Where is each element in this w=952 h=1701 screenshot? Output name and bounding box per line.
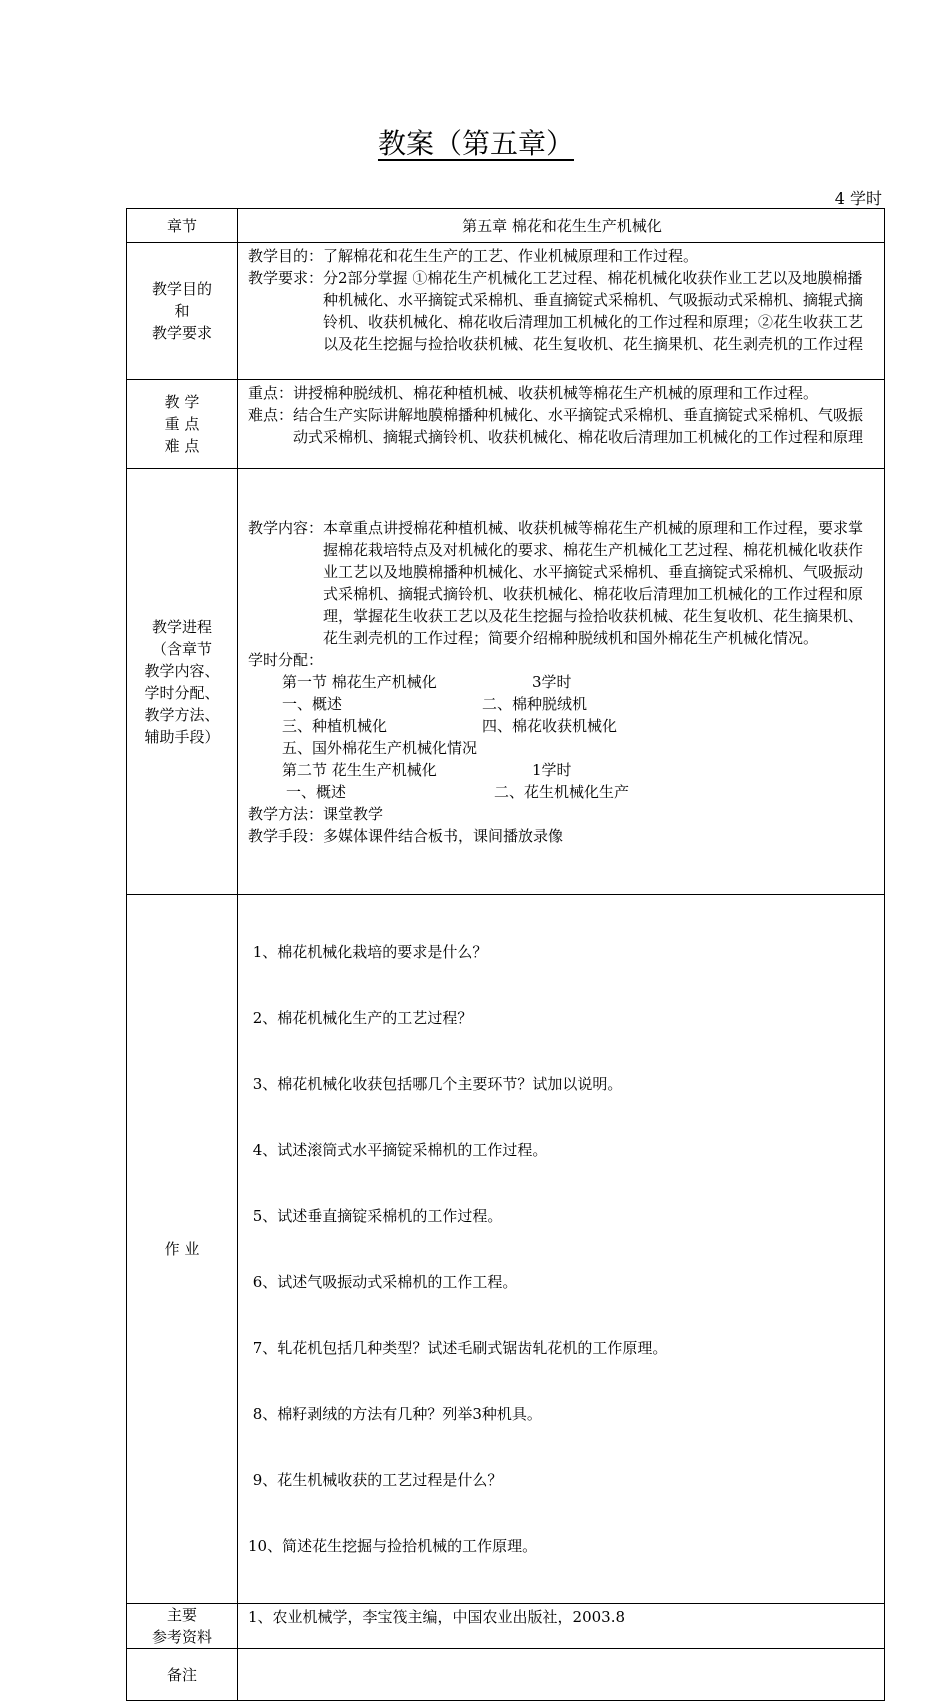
purpose-line xyxy=(248,245,876,267)
teaching-content-line xyxy=(248,517,876,649)
label-line: 参考资料 xyxy=(151,1628,212,1646)
label-notes: 备注 xyxy=(127,1649,238,1701)
key-point-key: 重点： xyxy=(248,384,294,402)
label-chapter: 章节 xyxy=(127,209,238,243)
chapter-value: 第五章 棉花和花生生产机械化 xyxy=(238,209,885,243)
label-references xyxy=(127,1604,238,1649)
label-line: 辅助手段） xyxy=(144,727,220,746)
homework-item: 5、试述垂直摘锭采棉机的工作过程。 xyxy=(248,1207,503,1225)
section2-items xyxy=(248,781,876,803)
homework-item: 1、棉花机械化栽培的要求是什么？ xyxy=(248,943,488,961)
lesson-plan-table xyxy=(126,208,885,1701)
row-references xyxy=(127,1604,885,1649)
outline-item: 二、棉种脱绒机 xyxy=(482,694,588,713)
difficult-point-text: 结合生产实际讲解地膜棉播种机械化、水平摘锭式采棉机、垂直摘锭式采棉机、气吸振动式采棉机、摘辊式摘铃机、收获机械化、棉花收后清理加工机械化的工作过程和原理 xyxy=(293,406,864,446)
label-line: 教学进程 xyxy=(151,617,212,636)
section1-items-2 xyxy=(248,715,876,737)
purpose-text: 了解棉花和花生生产的工艺、作业机械原理和工作过程。 xyxy=(323,247,699,265)
objectives-content xyxy=(238,243,885,380)
row-focus xyxy=(127,380,885,469)
purpose-key: 教学目的： xyxy=(248,247,324,265)
row-objectives xyxy=(127,243,885,380)
teaching-means: 教学手段：多媒体课件结合板书，课间播放录像 xyxy=(248,826,564,845)
label-objectives xyxy=(127,243,238,380)
difficult-point-line xyxy=(248,404,876,448)
teaching-method: 教学方法：课堂教学 xyxy=(248,804,384,823)
key-point-text: 讲授棉种脱绒机、棉花种植机械、收获机械等棉花生产机械的原理和工作过程。 xyxy=(293,384,819,402)
label-line: 教学方法、 xyxy=(144,705,220,724)
difficult-point-key: 难点： xyxy=(248,406,294,424)
requirement-line xyxy=(248,267,876,355)
label-line: 教 学 xyxy=(164,393,200,411)
references-value: 1、农业机械学，李宝筏主编，中国农业出版社，2003.8 xyxy=(238,1604,885,1649)
section2-hours: 1学时 xyxy=(532,760,572,779)
allocation-title: 学时分配： xyxy=(248,650,324,669)
outline-item: 四、棉花收获机械化 xyxy=(482,716,618,735)
label-line: 学时分配、 xyxy=(144,683,220,702)
outline-item: 三、种植机械化 xyxy=(282,716,388,735)
label-homework: 作 业 xyxy=(127,895,238,1604)
page-title xyxy=(0,122,952,162)
outline-item: 一、概述 xyxy=(282,694,343,713)
homework-item: 8、棉籽剥绒的方法有几种？列举3种机具。 xyxy=(248,1405,542,1423)
homework-item: 4、试述滚筒式水平摘锭采棉机的工作过程。 xyxy=(248,1141,548,1159)
row-notes xyxy=(127,1649,885,1701)
requirement-text: 分2部分掌握 ①棉花生产机械化工艺过程、棉花机械化收获作业工艺以及地膜棉播种机械化、水平摘锭式采棉机、垂直摘锭式采棉机、气吸振动式采棉机、摘辊式摘铃机、收获机械化、棉花收后清理加工机械化的工作过程和原理；②花生收获工艺以及花生挖掘与捡拾收获机械、花生复收机、花生摘果机、花生剥壳机的工作过程 xyxy=(323,269,864,353)
section1-items-1 xyxy=(248,693,876,715)
homework-item: 3、棉花机械化收获包括哪几个主要环节？试加以说明。 xyxy=(248,1075,623,1093)
section1-line xyxy=(248,671,876,693)
homework-item: 2、棉花机械化生产的工艺过程？ xyxy=(248,1009,473,1027)
label-line: 难 点 xyxy=(164,437,200,455)
process-content xyxy=(238,469,885,895)
label-process xyxy=(127,469,238,895)
label-line: 重 点 xyxy=(164,415,200,433)
section1-hours: 3学时 xyxy=(532,672,572,691)
label-focus xyxy=(127,380,238,469)
teaching-content-text: 本章重点讲授棉花种植机械、收获机械等棉花生产机械的原理和工作过程，要求掌握棉花栽培特点及对机械化的要求、棉花生产机械化工艺过程、棉花机械化收获作业工艺以及地膜棉播种机械化、水平摘锭式采棉机、垂直摘锭式采棉机、气吸振动式采棉机、摘辊式摘铃机、收获机械化、棉花收后清理加工机械化的工作过程和原理，掌握花生收获工艺以及花生挖掘与捡拾收获机械、花生复收机、花生摘果机、花生剥壳机的工作过程；简要介绍棉种脱绒机和国外棉花生产机械化情况。 xyxy=(323,518,864,647)
label-line: 主要 xyxy=(166,1606,197,1624)
focus-content xyxy=(238,380,885,469)
section2-title: 第二节 花生生产机械化 xyxy=(282,760,437,779)
label-line: 教学内容、 xyxy=(144,661,220,680)
row-homework xyxy=(127,895,885,1604)
label-line: 和 xyxy=(174,302,190,320)
notes-value xyxy=(238,1649,885,1701)
key-point-line xyxy=(248,382,876,404)
label-line: 教学要求 xyxy=(151,324,212,342)
outline-item: 五、国外棉花生产机械化情况 xyxy=(282,738,478,757)
teaching-content-key: 教学内容： xyxy=(248,518,324,537)
homework-item: 10、简述花生挖掘与捡拾机械的工作原理。 xyxy=(248,1537,538,1555)
section2-line xyxy=(248,759,876,781)
homework-item: 7、轧花机包括几种类型？试述毛刷式锯齿轧花机的工作原理。 xyxy=(248,1339,668,1357)
title-text: 教案（第五章） xyxy=(377,127,574,160)
section1-title: 第一节 棉花生产机械化 xyxy=(282,672,437,691)
outline-item: 二、花生机械化生产 xyxy=(494,782,630,801)
homework-item: 6、试述气吸振动式采棉机的工作工程。 xyxy=(248,1273,518,1291)
homework-list xyxy=(238,895,885,1604)
row-chapter xyxy=(127,209,885,243)
label-line: （含章节 xyxy=(151,639,212,658)
row-process xyxy=(127,469,885,895)
class-hours: 4 学时 xyxy=(834,189,882,208)
outline-item: 一、概述 xyxy=(286,782,347,801)
homework-item: 9、花生机械收获的工艺过程是什么？ xyxy=(248,1471,503,1489)
requirement-key: 教学要求： xyxy=(248,269,324,287)
label-line: 教学目的 xyxy=(151,280,212,298)
